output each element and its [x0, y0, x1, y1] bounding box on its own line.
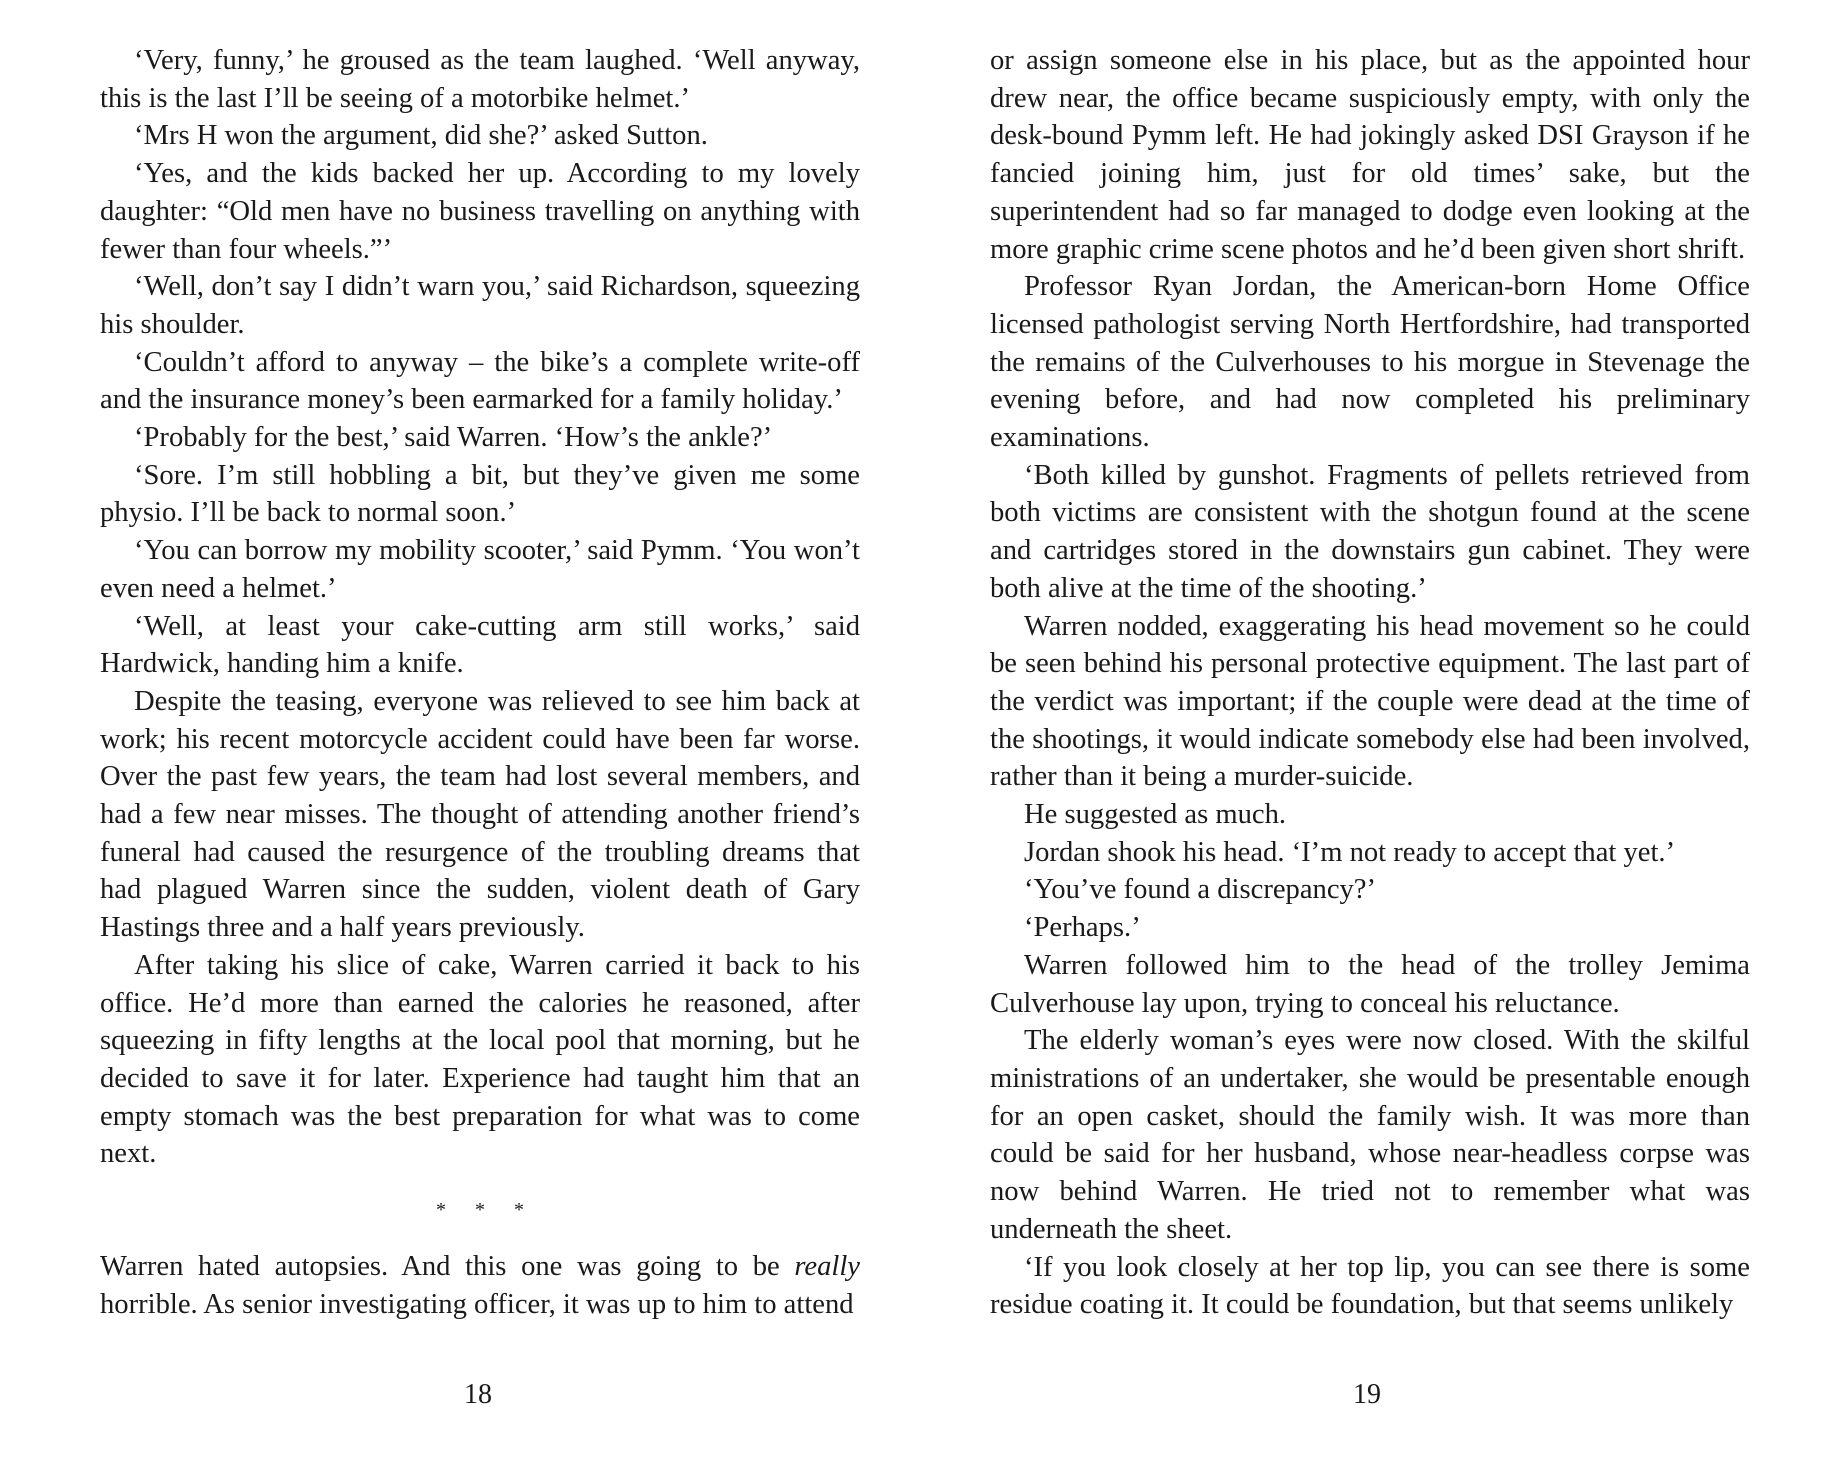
paragraph: ‘Well, don’t say I didn’t warn you,’ said Richardson, squeezing his shoulder.	[100, 271, 860, 340]
paragraph: ‘Very, funny,’ he groused as the team laughed. ‘Well anyway, this is the last I’ll be seeing of a motorbike helmet.’	[100, 45, 860, 114]
paragraph-continued: or assign someone else in his place, but as the appointed hour drew near, the office became suspiciously empty, with only the desk-bound Pymm left. He had jokingly asked DSI Grayson if he fancied joining him, just for old times’ sake, but the superintendent had so far managed to dodge even looking at the more graphic crime scene photos and he’d been given short shrift.	[990, 45, 1750, 265]
paragraph: The elderly woman’s eyes were now closed. With the skilful ministrations of an undertaker, she would be presentable enough for an open casket, should the family wish. It was more than could be said for her husband, whose near-headless corpse was now behind Warren. He tried not to remember what was underneath the sheet.	[990, 1025, 1750, 1245]
paragraph: Professor Ryan Jordan, the American-born Home Office licensed pathologist serving North Hertfordshire, had transported the remains of the Culverhouses to his morgue in Stevenage the evening before, and had now completed his preliminary examinations.	[990, 271, 1750, 454]
paragraph: ‘Perhaps.’	[1024, 912, 1141, 944]
paragraph: After taking his slice of cake, Warren carried it back to his office. He’d more than earned the calories he reasoned, after squeezing in fifty lengths at the local pool that morning, but he decided to save it for later. Experience had taught him that an empty stomach was the best preparation for what was to come next.	[100, 949, 860, 1170]
emphasis-text: really	[794, 1251, 860, 1283]
paragraph: ‘Both killed by gunshot. Fragments of pellets retrieved from both victims are consistent with the shotgun found at the scene and cartridges stored in the downstairs gun cabinet. They were both alive at the time of the shooting.’	[990, 459, 1750, 604]
page-number-left: 18	[464, 1379, 492, 1410]
paragraph: Jordan shook his head. ‘I’m not ready to accept that yet.’	[1024, 836, 1676, 868]
right-page	[990, 42, 1750, 1324]
page-number-right: 19	[1353, 1379, 1381, 1410]
paragraph: ‘Probably for the best,’ said Warren. ‘How’s the ankle?’	[134, 422, 773, 454]
paragraph: ‘Yes, and the kids backed her up. According to my lovely daughter: “Old men have no business travelling on anything with fewer than four wheels.”’	[100, 158, 860, 265]
paragraph: Warren nodded, exaggerating his head movement so he could be seen behind his personal protective equipment. The last part of the verdict was important; if the couple were dead at the time of the shootings, it would indicate somebody else had been involved, rather than it being a murder-suicide.	[990, 610, 1750, 793]
paragraph: Despite the teasing, everyone was relieved to see him back at work; his recent motorcycle accident could have been far worse. Over the past few years, the team had lost several members, and had a few near misses. The thought of attending another friend’s funeral had caused the resurgence of the troubling dreams that had plagued Warren since the sudden, violent death of Gary Hastings three and a half years previously.	[100, 685, 860, 944]
paragraph: ‘If you look closely at her top lip, you can see there is some residue coating it. It could be foundation, but that seems unlikely	[990, 1251, 1750, 1321]
paragraph: ‘You’ve found a discrepancy?’	[1024, 874, 1377, 906]
text-run: Warren hated autopsies. And this one was going to be	[100, 1251, 795, 1283]
paragraph: Warren followed him to the head of the trolley Jemima Culverhouse lay upon, trying to conceal his reluctance.	[990, 949, 1750, 1019]
left-page	[100, 42, 860, 1324]
paragraph: ‘You can borrow my mobility scooter,’ said Pymm. ‘You won’t even need a helmet.’	[100, 535, 860, 604]
paragraph: He suggested as much.	[1024, 799, 1287, 831]
paragraph: ‘Mrs H won the argument, did she?’ asked Sutton.	[134, 120, 708, 152]
paragraph: ‘Sore. I’m still hobbling a bit, but they’ve given me some physio. I’ll be back to normal soon.’	[100, 459, 860, 529]
text-run: horrible. As senior investigating officer, it was up to him to attend	[100, 1288, 854, 1320]
paragraph-scene-opening	[100, 1248, 860, 1323]
scene-break: * * *	[436, 1199, 524, 1222]
paragraph: ‘Well, at least your cake-cutting arm still works,’ said Hardwick, handing him a knife.	[100, 610, 860, 680]
paragraph: ‘Couldn’t afford to anyway – the bike’s a complete write-off and the insurance money’s been earmarked for a family holiday.’	[100, 346, 860, 416]
